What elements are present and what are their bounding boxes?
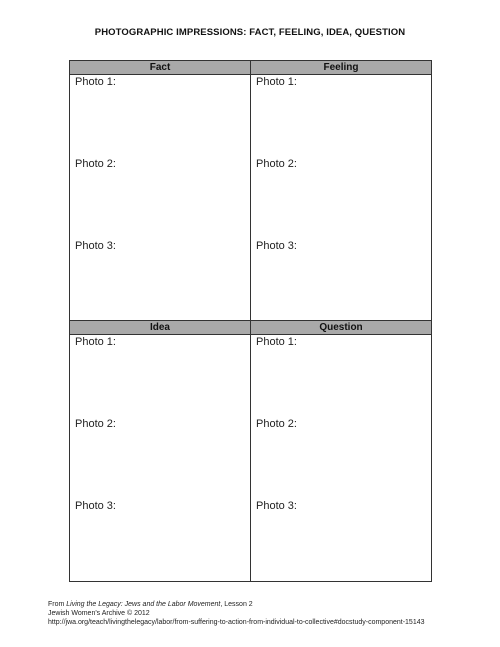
fact-quadrant — [70, 61, 251, 321]
idea-photo-3-label: Photo 3: — [75, 500, 116, 512]
feeling-quadrant — [251, 61, 431, 321]
source-prefix: From — [48, 601, 67, 608]
question-header: Question — [251, 321, 431, 335]
impressions-grid — [69, 60, 432, 582]
page-title: PHOTOGRAPHIC IMPRESSIONS: FACT, FEELING, IDEA, QUESTION — [94, 27, 406, 38]
source-line — [48, 600, 425, 609]
feeling-photo-2-label: Photo 2: — [256, 158, 297, 170]
fact-photo-1-label: Photo 1: — [75, 76, 116, 88]
fact-photo-3-label: Photo 3: — [75, 240, 116, 252]
idea-photo-2-label: Photo 2: — [75, 418, 116, 430]
fact-header: Fact — [70, 61, 250, 75]
feeling-photo-3-label: Photo 3: — [256, 240, 297, 252]
question-quadrant — [251, 321, 431, 581]
fact-photo-2-label: Photo 2: — [75, 158, 116, 170]
question-photo-2-label: Photo 2: — [256, 418, 297, 430]
question-photo-3-label: Photo 3: — [256, 500, 297, 512]
feeling-photo-1-label: Photo 1: — [256, 76, 297, 88]
question-photo-1-label: Photo 1: — [256, 336, 297, 348]
feeling-header: Feeling — [251, 61, 431, 75]
idea-header: Idea — [70, 321, 250, 335]
source-footer — [48, 600, 425, 627]
publisher-line: Jewish Women's Archive © 2012 — [48, 610, 150, 617]
lesson-label: , Lesson 2 — [220, 601, 253, 608]
book-title: Living the Legacy: Jews and the Labor Movement — [66, 601, 221, 608]
source-url: http://jwa.org/teach/livingthelegacy/labor/from-suffering-to-action-from-individual-to-collective#docstudy-component-15143 — [48, 619, 425, 626]
idea-photo-1-label: Photo 1: — [75, 336, 116, 348]
idea-quadrant — [70, 321, 251, 581]
